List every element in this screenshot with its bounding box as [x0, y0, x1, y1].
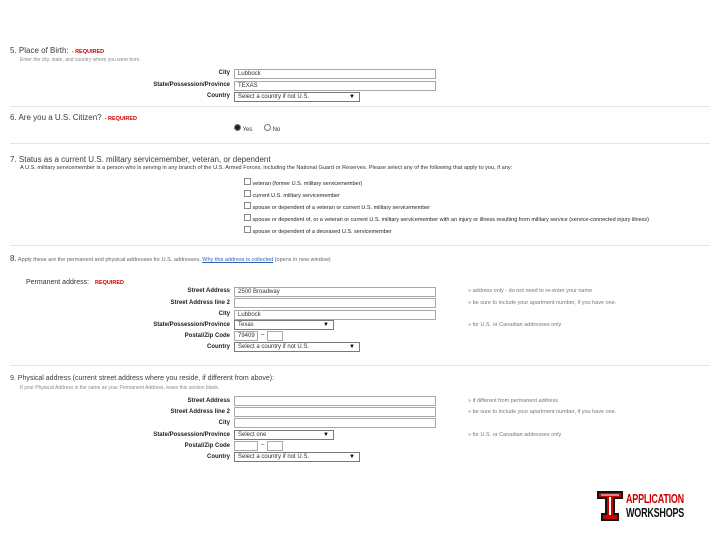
- birth-country-label: Country: [207, 93, 230, 99]
- checkbox-icon[interactable]: [244, 202, 251, 209]
- phys-state-select[interactable]: [234, 430, 334, 440]
- phys-city-label: City: [218, 420, 230, 426]
- phys-zip-label: Postal/Zip Code: [184, 443, 230, 449]
- phys-state-value: Select one: [238, 432, 267, 438]
- birth-city-input[interactable]: Lubbock: [234, 69, 436, 79]
- application-workshops-logo: [596, 489, 700, 525]
- citizen-title: 6. Are you a U.S. Citizen?: [10, 113, 102, 122]
- required-badge: - REQUIRED: [104, 116, 137, 122]
- permanent-heading: [26, 279, 124, 286]
- phys-zip-ext-input[interactable]: [267, 441, 283, 451]
- physical-section-title: 9. Physical address (current street address where you reside, if different from above):: [10, 375, 275, 382]
- phys-street-note: » if different from permanent address: [468, 398, 559, 404]
- military-option-label: spouse or dependent of a veteran or current U.S. military servicemember: [252, 205, 431, 211]
- logo-line2: WORKSHOPS: [626, 506, 685, 520]
- phys-street2-label: Street Address line 2: [170, 409, 230, 415]
- military-description: A U.S. military servicemember is a person who is serving in any branch of the U.S. Armed Forces, including the National Guard or Reserves. Please select any of the following that apply to you, if any:: [20, 165, 513, 171]
- phys-zip-dash: –: [261, 442, 265, 448]
- citizen-no-label: No: [272, 127, 281, 133]
- birth-subtitle: Enter the city, state, and country where you were born.: [20, 57, 141, 63]
- birth-country-select[interactable]: [234, 92, 360, 102]
- perm-street2-label: Street Address line 2: [170, 300, 230, 306]
- checkbox-icon[interactable]: [244, 190, 251, 197]
- permanent-intro: [10, 254, 331, 263]
- phys-city-input[interactable]: [234, 418, 436, 428]
- required-badge: - REQUIRED: [71, 49, 105, 55]
- birth-state-label: State/Possession/Province: [153, 82, 230, 88]
- permanent-number: 8.: [10, 254, 17, 263]
- military-option[interactable]: [244, 226, 392, 235]
- perm-street2-input[interactable]: [234, 298, 436, 308]
- phys-country-label: Country: [207, 454, 230, 460]
- perm-street-note: » address only - do not need to re-enter your name: [468, 288, 593, 294]
- chevron-down-icon: ▼: [323, 432, 329, 438]
- citizen-no-option[interactable]: [264, 124, 280, 133]
- radio-selected-icon[interactable]: [234, 124, 241, 131]
- military-option-label: spouse or dependent of, or a veteran or current U.S. military servicemember with an injury or illness resulting from military service (service-connected injury illness): [252, 217, 649, 223]
- physical-subtitle: If your Physical Address is the same as your Permanent Address, leave this section blank.: [20, 385, 220, 391]
- why-address-link[interactable]: Why this address is collected: [202, 257, 274, 263]
- military-option[interactable]: [244, 178, 362, 187]
- logo-line1: APPLICATION: [626, 492, 684, 506]
- checkbox-icon[interactable]: [244, 226, 251, 233]
- perm-country-select[interactable]: [234, 342, 360, 352]
- perm-city-input[interactable]: Lubbock: [234, 310, 436, 320]
- permanent-intro-tail: (opens in new window): [274, 257, 331, 263]
- birth-title: 5. Place of Birth:: [10, 46, 69, 55]
- divider: [10, 143, 710, 144]
- birth-city-label: City: [218, 70, 230, 76]
- chevron-down-icon: ▼: [349, 94, 355, 100]
- required-badge: REQUIRED: [95, 280, 125, 286]
- perm-street-input[interactable]: 2500 Broadway: [234, 287, 436, 297]
- citizen-section-title: [10, 113, 137, 122]
- phys-street-input[interactable]: [234, 396, 436, 406]
- divider: [10, 106, 710, 107]
- perm-street2-note: » be sure to include your apartment number, if you have one.: [468, 300, 617, 306]
- phys-zip-input[interactable]: [234, 441, 258, 451]
- military-option-label: spouse or dependent of a deceased U.S. servicemember: [252, 229, 392, 235]
- birth-section-title: [10, 46, 104, 55]
- military-option[interactable]: [244, 202, 430, 211]
- perm-zip-label: Postal/Zip Code: [184, 333, 230, 339]
- divider: [10, 245, 710, 246]
- perm-city-label: City: [218, 311, 230, 317]
- phys-country-select[interactable]: [234, 452, 360, 462]
- military-section-title: 7. Status as a current U.S. military servicemember, veteran, or dependent: [10, 155, 271, 164]
- perm-state-select[interactable]: [234, 320, 334, 330]
- chevron-down-icon: ▼: [323, 322, 329, 328]
- permanent-heading-text: Permanent address:: [26, 279, 90, 286]
- military-option[interactable]: [244, 190, 340, 199]
- phys-street2-note: » be sure to include your apartment number, if you have one.: [468, 409, 617, 415]
- perm-zip-input[interactable]: 79409: [234, 331, 258, 341]
- perm-state-note: » for U.S. or Canadian addresses only: [468, 322, 562, 328]
- divider: [10, 365, 710, 366]
- permanent-intro-text: Apply these are the permanent and physical addresses for U.S. addresses.: [17, 257, 201, 263]
- citizen-yes-label: Yes: [242, 127, 253, 133]
- military-option-label: current U.S. military servicemember: [252, 193, 340, 199]
- birth-state-input[interactable]: TEXAS: [234, 81, 436, 91]
- citizen-yes-option[interactable]: [234, 124, 252, 133]
- chevron-down-icon: ▼: [349, 454, 355, 460]
- phys-street2-input[interactable]: [234, 407, 436, 417]
- perm-state-label: State/Possession/Province: [153, 322, 230, 328]
- perm-country-value: Select a country if not U.S.: [238, 344, 310, 350]
- birth-country-value: Select a country if not U.S.: [238, 94, 310, 100]
- checkbox-icon[interactable]: [244, 214, 251, 221]
- military-option-label: veteran (former U.S. military servicemember): [252, 181, 363, 187]
- checkbox-icon[interactable]: [244, 178, 251, 185]
- military-option[interactable]: [244, 214, 649, 223]
- phys-state-label: State/Possession/Province: [153, 432, 230, 438]
- phys-state-note: » for U.S. or Canadian addresses only: [468, 432, 562, 438]
- perm-street-label: Street Address: [187, 288, 230, 294]
- double-t-logo-icon: [596, 490, 624, 522]
- perm-zip-ext-input[interactable]: [267, 331, 283, 341]
- chevron-down-icon: ▼: [349, 344, 355, 350]
- perm-state-value: Texas: [238, 322, 254, 328]
- phys-country-value: Select a country if not U.S.: [238, 454, 310, 460]
- radio-icon[interactable]: [264, 124, 271, 131]
- perm-country-label: Country: [207, 344, 230, 350]
- perm-zip-dash: –: [261, 332, 265, 338]
- phys-street-label: Street Address: [187, 398, 230, 404]
